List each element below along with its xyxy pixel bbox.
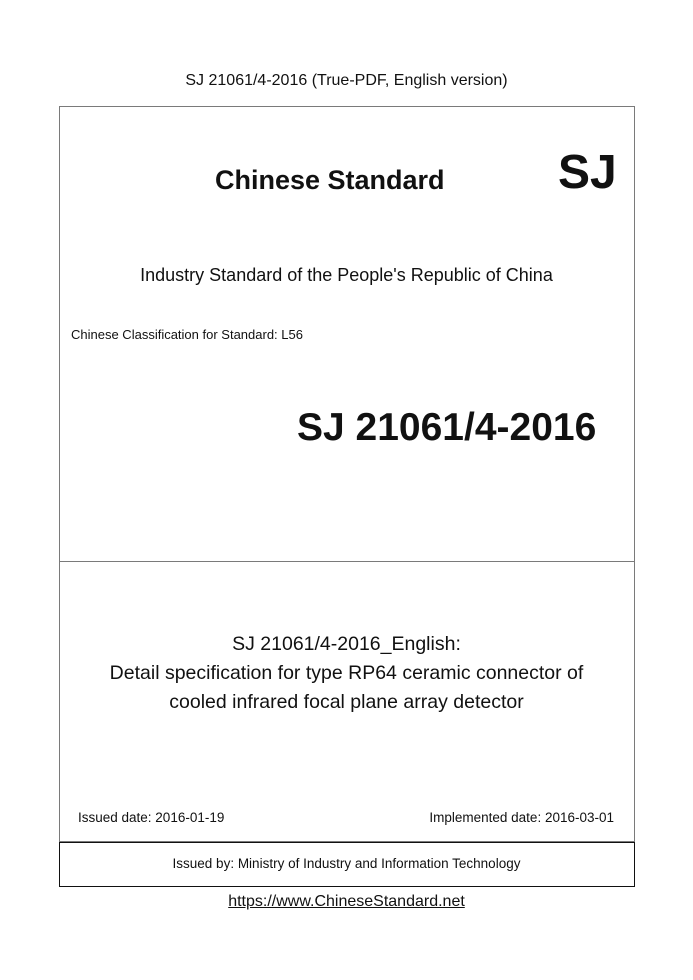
standard-number: SJ 21061/4-2016 xyxy=(297,406,597,449)
cover-subtitle: Industry Standard of the People's Republic of China xyxy=(140,265,553,285)
document-title-line-2: Detail specification for type RP64 ceramic connector of xyxy=(109,662,584,684)
footer xyxy=(0,892,693,912)
website-link[interactable]: https://www.ChineseStandard.net xyxy=(228,893,465,910)
document-title-line-3: cooled infrared focal plane array detector xyxy=(169,691,524,713)
page-header: SJ 21061/4-2016 (True-PDF, English version) xyxy=(185,72,508,89)
issued-date: Issued date: 2016-01-19 xyxy=(78,810,225,825)
document-title xyxy=(0,630,693,717)
document-title-line-1: SJ 21061/4-2016_English: xyxy=(232,633,461,655)
cover-title: Chinese Standard xyxy=(215,165,445,195)
issued-by: Issued by: Ministry of Industry and Information Technology xyxy=(172,856,521,871)
standard-code-letters: SJ xyxy=(558,146,617,199)
classification-label: Chinese Classification for Standard: L56 xyxy=(71,327,303,342)
implemented-date: Implemented date: 2016-03-01 xyxy=(429,810,614,825)
